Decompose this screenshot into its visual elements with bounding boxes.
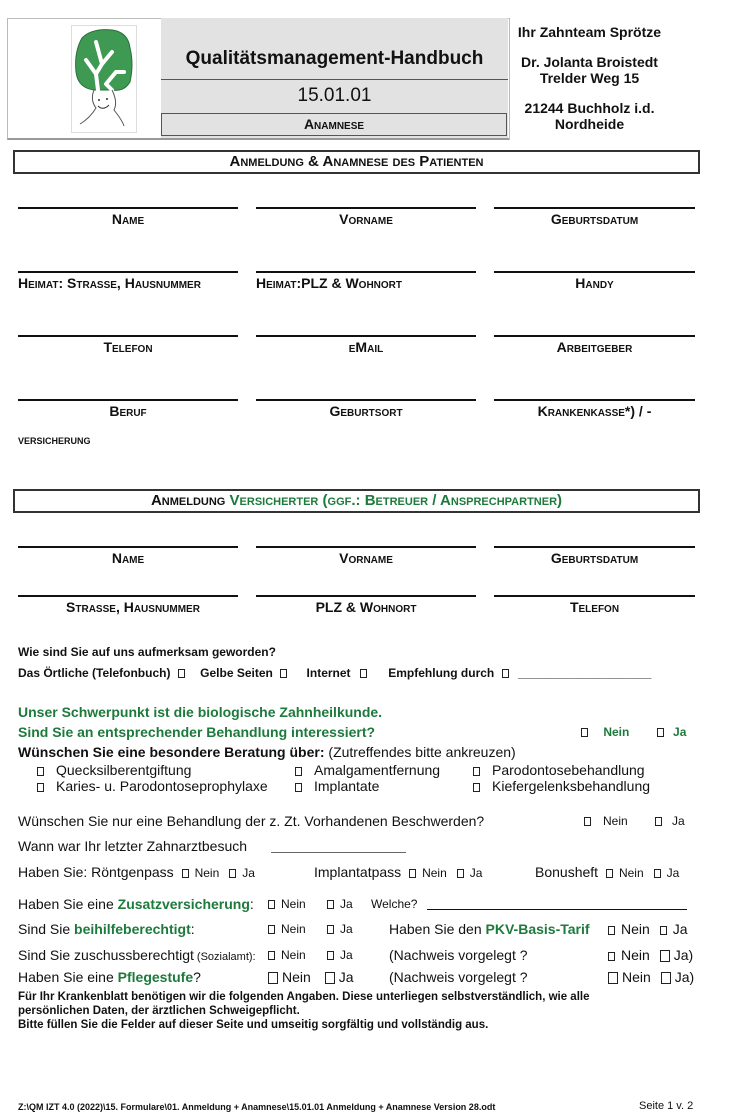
checkbox-yes[interactable]: [655, 817, 662, 826]
field-firstname-line[interactable]: [256, 207, 476, 209]
text: Haben Sie eine: [18, 896, 118, 912]
divider: [161, 79, 508, 80]
consultation-question: Wünschen Sie eine besondere Beratung über:: [18, 744, 325, 760]
checkbox-no[interactable]: [584, 817, 591, 826]
label-mobile: Handy: [575, 275, 614, 291]
checkbox-bonus-no[interactable]: [606, 869, 613, 878]
logo: [71, 25, 137, 133]
consultation-hint: (Zutreffendes bitte ankreuzen): [324, 744, 516, 760]
label-no: Nein: [281, 897, 306, 911]
focus-answer: [581, 725, 686, 739]
checkbox[interactable]: [473, 783, 480, 792]
label-name: Name: [111, 211, 145, 227]
label-firstname: Vorname: [339, 211, 393, 227]
consult-item[interactable]: [473, 762, 645, 778]
consult-item[interactable]: [37, 778, 268, 794]
label-yes: Ja: [673, 725, 687, 739]
label-yes: Ja: [338, 969, 354, 985]
question-aid: [18, 921, 195, 937]
bonus-row: [535, 864, 679, 880]
label-no: Nein: [621, 947, 650, 963]
footer-file-path: Z:\QM IZT 4.0 (2022)\15. Formulare\01. Anmeldung + Anamnese\15.01.01 Anmeldung + Anamnese Version 28.odt: [18, 1102, 496, 1112]
checkbox-yes[interactable]: [660, 950, 670, 962]
field-occupation-line[interactable]: [18, 399, 238, 401]
referral-question: Wie sind Sie auf uns aufmerksam geworden?: [18, 645, 276, 659]
text: ?: [193, 969, 201, 985]
checkbox-recommendation[interactable]: [502, 669, 509, 678]
referral-options: [18, 666, 651, 680]
consult-item[interactable]: [473, 778, 650, 794]
checkbox[interactable]: [37, 783, 44, 792]
label-yes: Ja): [673, 947, 694, 963]
keyword: beihilfeberechtigt: [74, 921, 191, 937]
answer-aid: [268, 922, 353, 936]
field-birthdate-line[interactable]: [494, 207, 695, 209]
checkbox-yes[interactable]: [660, 926, 667, 935]
field-name-line[interactable]: [18, 207, 238, 209]
label-occupation: Beruf: [109, 403, 147, 419]
text: :: [190, 921, 195, 937]
option-label: Implantate: [314, 778, 380, 794]
field-insurance-line[interactable]: [494, 399, 695, 401]
answer-proof-2: [608, 969, 694, 985]
answer-current-complaints: [584, 814, 685, 828]
option-internet: Internet: [306, 666, 351, 680]
checkbox[interactable]: [295, 767, 302, 776]
practice-address: [509, 18, 669, 140]
consult-item[interactable]: [295, 762, 440, 778]
checkbox-no[interactable]: [608, 952, 615, 961]
insured-birthdate-line[interactable]: [494, 546, 695, 548]
label-yes: Ja: [672, 814, 685, 828]
document-subtitle: Anamnese: [161, 113, 507, 136]
label-street: Heimat: Straße, Hausnummer: [18, 275, 201, 291]
option-label: Karies- u. Parodontoseprophylaxe: [56, 778, 268, 794]
insured-label-city: PLZ & Wohnort: [315, 599, 417, 615]
checkbox-no[interactable]: [608, 972, 618, 984]
question-proof-2: (Nachweis vorgelegt ?: [389, 969, 528, 985]
option-label: Parodontosebehandlung: [492, 762, 645, 778]
checkbox-bonus-yes[interactable]: [654, 869, 661, 878]
insured-label-street: Straße, Hausnummer: [66, 599, 200, 615]
question-last-visit: Wann war Ihr letzter Zahnarztbesuch: [18, 838, 248, 854]
practice-city: 21244 Buchholz i.d.: [524, 100, 655, 116]
insured-name-line[interactable]: [18, 546, 238, 548]
field-street-line[interactable]: [18, 271, 238, 273]
checkbox-implant-yes[interactable]: [457, 869, 464, 878]
label-yes: Ja: [340, 897, 353, 911]
notice-line: Bitte füllen Sie die Felder auf dieser Seite und umseitig sorgfältig und vollständig aus.: [18, 1019, 489, 1031]
label-no: Nein: [603, 814, 628, 828]
question-current-complaints: Wünschen Sie nur eine Behandlung der z. Zt. Vorhandenen Beschwerden?: [18, 813, 485, 829]
option-recommendation: Empfehlung durch: [388, 666, 495, 680]
label-yes: Ja: [469, 866, 483, 880]
label-email: eMail: [348, 339, 384, 355]
checkbox-yes[interactable]: [325, 972, 335, 984]
label-no: Nein: [282, 969, 311, 985]
notice-line: persönlichen Daten, der ärztlichen Schweigepflicht.: [18, 1005, 300, 1017]
tree-tooth-logo-icon: [72, 26, 136, 132]
label-no: Nein: [621, 921, 650, 937]
text: Sind Sie zuschussberechtigt: [18, 947, 194, 963]
patient-section-title: Anmeldung & Anamnese des Patienten: [13, 150, 700, 174]
focus-statement: Unser Schwerpunkt ist die biologische Zahnheilkunde.: [18, 704, 383, 720]
checkbox-oertliche[interactable]: [178, 669, 185, 678]
focus-question: Sind Sie an entsprechender Behandlung interessiert?: [18, 724, 376, 740]
label-city: Heimat:PLZ & Wohnort: [256, 275, 403, 291]
text-small: (Sozialamt):: [193, 951, 256, 963]
option-label: Kiefergelenksbehandlung: [492, 778, 651, 794]
question-proof-1: (Nachweis vorgelegt ?: [389, 947, 528, 963]
practice-region: Nordheide: [554, 116, 625, 132]
answer-supplementary: [268, 897, 353, 911]
label-yes: Ja): [674, 969, 695, 985]
insured-title-part1: Anmeldung: [150, 492, 226, 509]
label-employer: Arbeitgeber: [556, 339, 633, 355]
insured-street-line[interactable]: [18, 595, 238, 597]
label-birthdate: Geburtsdatum: [550, 211, 639, 227]
checkbox-yes[interactable]: [661, 972, 671, 984]
field-birthplace-line[interactable]: [256, 399, 476, 401]
insured-title-part2: Versicherter (ggf.: Betreuer / Ansprechpartner): [229, 492, 563, 509]
label-no: Nein: [194, 866, 220, 880]
insured-label-name: Name: [111, 550, 145, 566]
notice-line: Für Ihr Krankenblatt benötigen wir die folgenden Angaben. Diese unterliegen selbstverständlich, wie alle: [18, 991, 590, 1003]
checkbox-focus-yes[interactable]: [657, 728, 664, 737]
question-care-level: [18, 969, 201, 985]
insured-firstname-line[interactable]: [256, 546, 476, 548]
label-no: Nein: [622, 969, 651, 985]
privacy-notice: [18, 990, 718, 1032]
checkbox-focus-no[interactable]: [581, 728, 588, 737]
label-no: Nein: [422, 866, 447, 880]
checkbox-xray-no[interactable]: [182, 869, 189, 878]
checkbox[interactable]: [473, 767, 480, 776]
field-mobile-line[interactable]: [494, 271, 695, 273]
checkbox-no[interactable]: [268, 972, 278, 984]
checkbox[interactable]: [295, 783, 302, 792]
question-subsidy: [18, 947, 256, 963]
label-no: Nein: [281, 948, 306, 962]
checkbox-no[interactable]: [608, 926, 615, 935]
label-yes: Ja: [672, 921, 688, 937]
checkbox-no[interactable]: [268, 925, 275, 934]
checkbox-no[interactable]: [268, 951, 275, 960]
keyword: PKV-Basis-Tarif: [485, 921, 590, 937]
text: Haben Sie den: [389, 921, 486, 937]
text: Sind Sie: [18, 921, 75, 937]
answer-care-level: [268, 969, 353, 985]
field-employer-line[interactable]: [494, 335, 695, 337]
which-input-line[interactable]: [427, 909, 687, 910]
label-insurance-continued: versicherung: [18, 432, 91, 447]
last-visit-input-line[interactable]: [271, 852, 406, 853]
consult-item[interactable]: [295, 778, 379, 794]
insured-section-title: [13, 489, 700, 513]
option-label: Quecksilberentgiftung: [56, 762, 192, 778]
field-phone-line[interactable]: [18, 335, 238, 337]
insured-label-birthdate: Geburtsdatum: [550, 550, 639, 566]
question-pkv: [389, 921, 590, 937]
field-city-line[interactable]: [256, 271, 476, 273]
field-email-line[interactable]: [256, 335, 476, 337]
doctor-name: Dr. Jolanta Broistedt: [521, 54, 658, 70]
label-no: Nein: [281, 922, 306, 936]
label-no: Nein: [603, 725, 630, 739]
recommendation-blank[interactable]: ____________________: [517, 666, 652, 680]
checkbox-implant-no[interactable]: [409, 869, 416, 878]
checkbox-yes[interactable]: [327, 951, 334, 960]
consultation-question-line: [18, 744, 516, 760]
label-yes: Ja: [340, 922, 353, 936]
practice-street: Trelder Weg 15: [539, 70, 640, 86]
answer-pkv: [608, 921, 687, 937]
keyword: Pflegestufe: [117, 969, 194, 985]
implant-pass-row: [314, 864, 482, 880]
footer-page-number: Seite 1 v. 2: [639, 1100, 694, 1112]
insured-label-firstname: Vorname: [339, 550, 393, 566]
insured-phone-line[interactable]: [494, 595, 695, 597]
label-health-insurance: Krankenkasse*) / -: [537, 403, 652, 419]
label-yes: Ja: [242, 866, 255, 880]
checkbox[interactable]: [37, 767, 44, 776]
checkbox-xray-yes[interactable]: [229, 869, 236, 878]
insured-label-phone: Telefon: [569, 599, 620, 615]
label-birthplace: Geburtsort: [329, 403, 403, 419]
checkbox-no[interactable]: [268, 900, 275, 909]
label-no: Nein: [618, 866, 644, 880]
checkbox-gelbe-seiten[interactable]: [280, 669, 287, 678]
xray-pass-label: Haben Sie: Röntgenpass: [18, 864, 174, 880]
checkbox-yes[interactable]: [327, 900, 334, 909]
bonus-label: Bonusheft: [535, 864, 599, 880]
label-phone: Telefon: [103, 339, 153, 355]
document-number: 15.01.01: [297, 85, 372, 106]
label-yes: Ja: [666, 866, 680, 880]
label-yes: Ja: [340, 948, 353, 962]
consult-item[interactable]: [37, 762, 191, 778]
handbook-title: Qualitätsmanagement-Handbuch: [185, 48, 484, 69]
answer-subsidy: [268, 948, 353, 962]
option-gelbe-seiten: Gelbe Seiten: [200, 666, 273, 680]
checkbox-internet[interactable]: [360, 669, 367, 678]
text: :: [249, 896, 254, 912]
which-label: Welche?: [371, 897, 418, 911]
checkbox-yes[interactable]: [327, 925, 334, 934]
text: Haben Sie eine: [18, 969, 118, 985]
passes-row: [18, 864, 255, 880]
option-oertliche: Das Örtliche (Telefonbuch): [18, 666, 171, 680]
question-supplementary: [18, 896, 254, 912]
implant-pass-label: Implantatpass: [314, 864, 402, 880]
answer-proof-1: [608, 947, 693, 963]
keyword: Zusatzversicherung: [117, 896, 250, 912]
option-label: Amalgamentfernung: [314, 762, 441, 778]
insured-city-line[interactable]: [256, 595, 476, 597]
practice-name: Ihr Zahnteam Sprötze: [517, 24, 662, 40]
